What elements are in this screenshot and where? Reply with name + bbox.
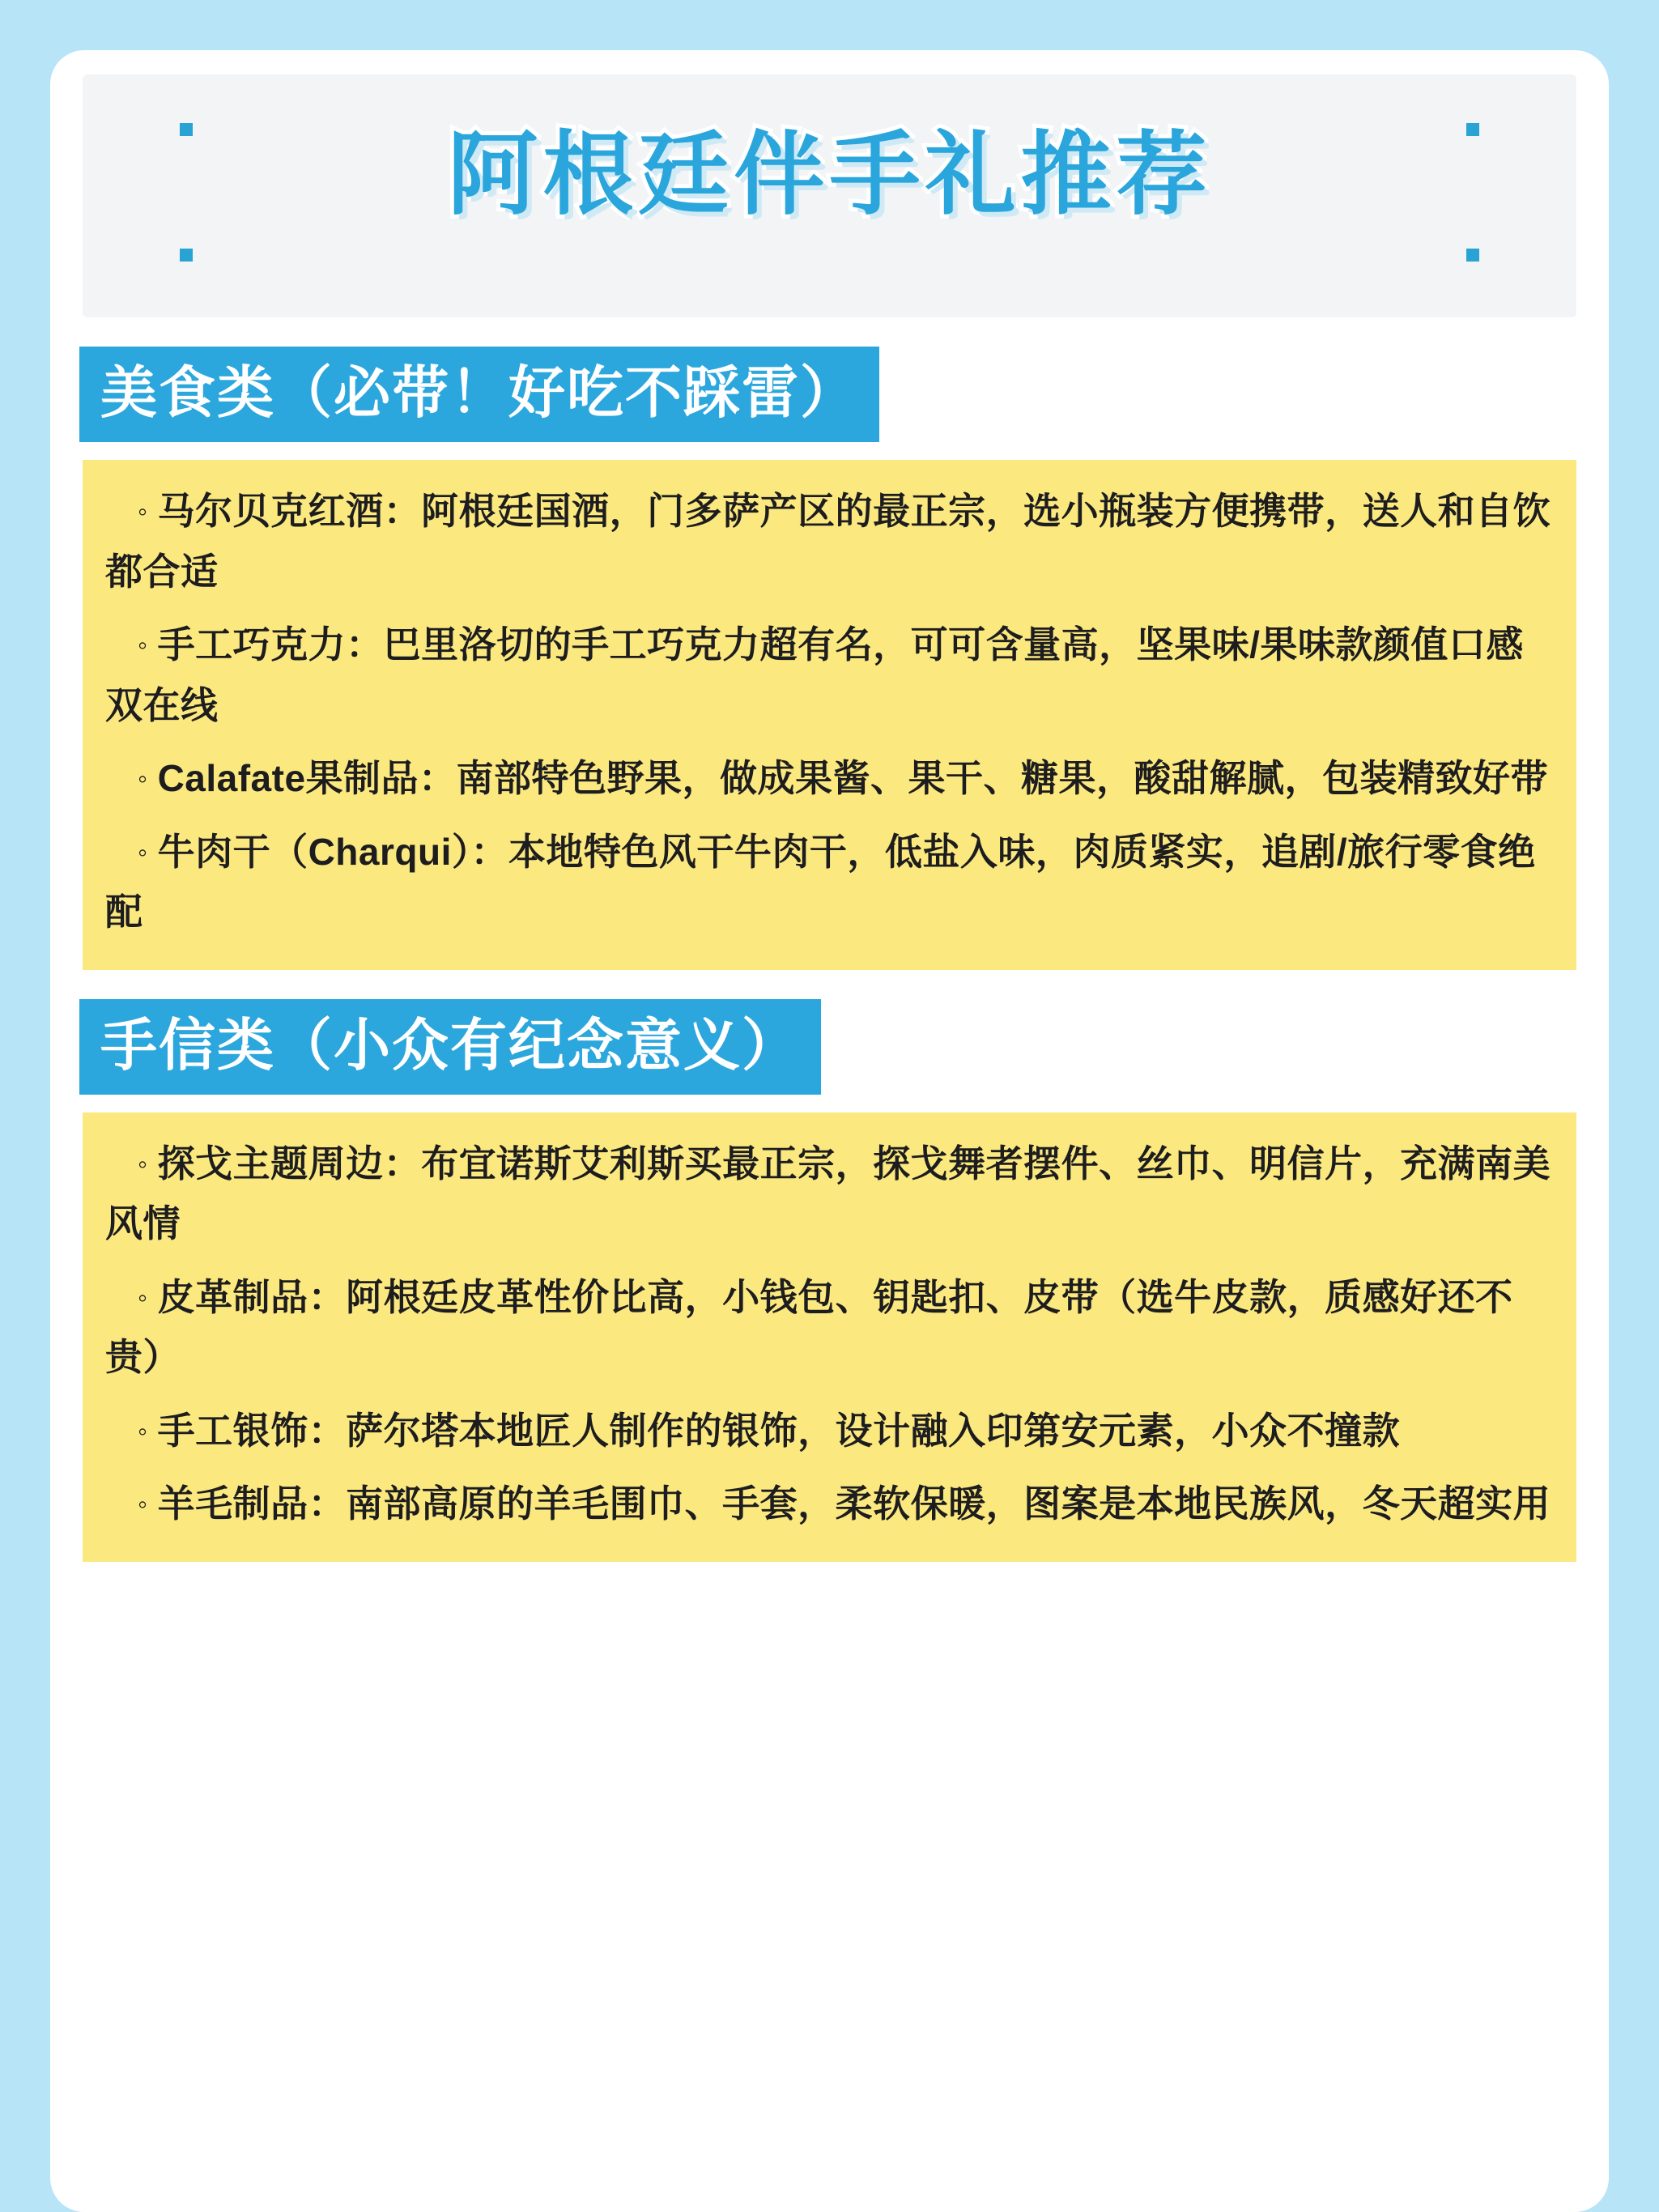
list-item [105,1267,1554,1388]
bullet-icon: ◦ [138,1489,148,1521]
list-item [105,481,1554,602]
bullet-icon: ◦ [138,764,148,795]
list-item [105,1134,1554,1254]
bullet-icon: ◦ [138,496,148,527]
section-heading-food: 美食类（必带！好吃不踩雷） [79,347,879,442]
bullet-icon: ◦ [138,1282,148,1313]
list-item-text: 牛肉干（Charqui）：本地特色风干牛肉干，低盐入味，肉质紧实，追剧/旅行零食绝配 [105,830,1536,934]
section-heading-souvenir: 手信类（小众有纪念意义） [79,999,821,1095]
list-item-text: 皮革制品：阿根廷皮革性价比高，小钱包、钥匙扣、皮带（选牛皮款，质感好还不贵） [105,1275,1513,1379]
list-item-text: Calafate果制品：南部特色野果，做成果酱、果干、糖果，酸甜解腻，包装精致好带 [157,757,1549,800]
list-item [105,615,1554,735]
list-item [105,822,1554,942]
bullet-icon: ◦ [138,1148,148,1180]
section-body-souvenir [83,1112,1576,1562]
list-item [105,1474,1554,1534]
list-item [105,1401,1554,1461]
page-title: 阿根廷伴手礼推荐 [447,124,1212,225]
list-item-text: 探戈主题周边：布宜诺斯艾利斯买最正宗，探戈舞者摆件、丝巾、明信片，充满南美风情 [105,1142,1551,1245]
title-banner [83,74,1576,317]
list-item-text: 手工银饰：萨尔塔本地匠人制作的银饰，设计融入印第安元素，小众不撞款 [157,1409,1401,1452]
list-item-text: 手工巧克力：巴里洛切的手工巧克力超有名，可可含量高，坚果味/果味款颜值口感双在线 [105,623,1524,726]
list-item-text: 马尔贝克红酒：阿根廷国酒，门多萨产区的最正宗，选小瓶装方便携带，送人和自饮都合适 [105,490,1551,593]
decoration-square-icon [1466,249,1479,262]
decoration-square-icon [180,249,193,262]
note-card [50,50,1609,2212]
list-item [105,748,1554,809]
list-item-text: 羊毛制品：南部高原的羊毛围巾、手套，柔软保暖，图案是本地民族风，冬天超实用 [157,1482,1551,1525]
bullet-icon: ◦ [138,836,148,868]
bullet-icon: ◦ [138,630,148,661]
section-body-food [83,460,1576,970]
bullet-icon: ◦ [138,1415,148,1447]
